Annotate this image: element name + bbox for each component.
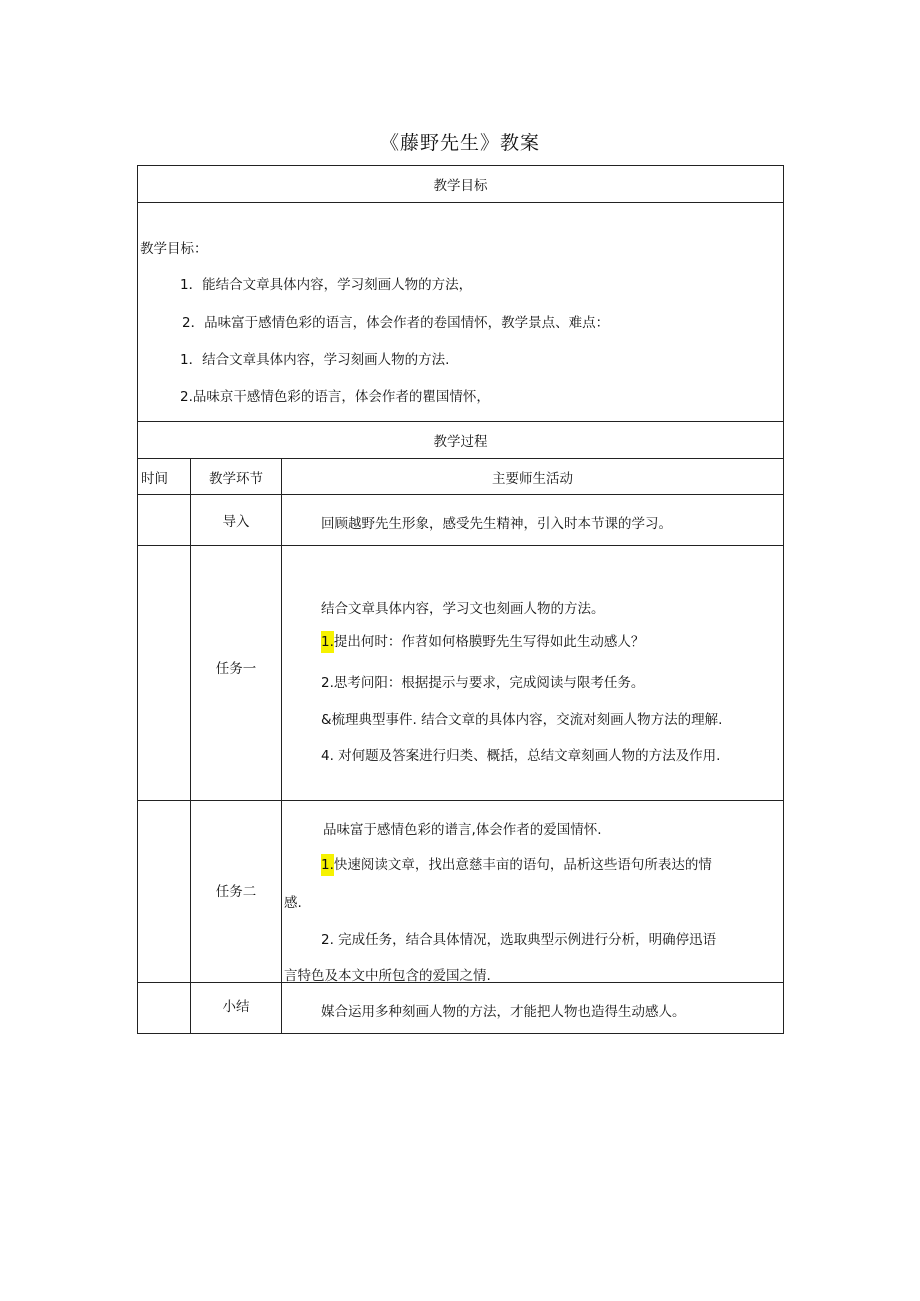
- goal-line: 2.品味京干感情色彩的语言，体会作者的瞿国情怀，: [180, 389, 490, 405]
- goal-line: 1．能结合文章具体内容，学习刻画人物的方法，: [180, 277, 473, 293]
- goals-content-row: [138, 203, 784, 422]
- goals-heading-row: [138, 166, 784, 203]
- activity-line: 品味富于感情色彩的谱言,体会作者的爱国情怀.: [323, 822, 602, 838]
- time-cell: [138, 546, 191, 801]
- goals-intro: 教学目标：: [140, 241, 208, 257]
- goal-line: 1．结合文章具体内容，学习刻画人物的方法.: [180, 352, 450, 368]
- activity-line: &梳理典型事件. 结合文章的具体内容，交流对刻画人物方法的理解.: [321, 712, 723, 728]
- table-row: [138, 495, 784, 546]
- goal-line: 2．品味富于感情色彩的语言，体会作者的卷国情怀，教学景点、难点：: [182, 315, 610, 331]
- lesson-plan-table: [137, 165, 784, 1034]
- col-header-time: 时间: [138, 459, 191, 495]
- process-heading: 教学过程: [138, 422, 784, 459]
- activity-cell: [282, 801, 784, 983]
- document-title: 《藤野先生》教案: [379, 132, 540, 154]
- highlight-mark: 1.: [321, 631, 334, 653]
- goals-content: [138, 203, 784, 422]
- activity-line: 1.提出何时：作苕如何格膜野先生写得如此生动感人？: [321, 630, 644, 653]
- goals-heading: 教学目标: [138, 166, 784, 203]
- table-row: [138, 801, 784, 983]
- activity-line: 结合文章具体内容，学习文也刻画人物的方法。: [321, 601, 605, 617]
- highlight-mark: 1.: [321, 854, 334, 876]
- activity-cell: [282, 983, 784, 1034]
- time-cell: [138, 983, 191, 1034]
- activity-cell: [282, 495, 784, 546]
- activity-line: 感.: [284, 895, 302, 911]
- activity-line: 2. 完成任务，结合具体情况，选取典型示例进行分析，明确停迅语: [321, 932, 717, 948]
- stage-cell: 任务二: [191, 801, 282, 983]
- activity-line: 4. 对何题及答案进行归类、概括，总结文章刻画人物的方法及作用.: [321, 748, 721, 764]
- col-header-activity: 主要师生活动: [282, 459, 784, 495]
- activity-line: 媒合运用多种刻画人物的方法，才能把人物也造得生动感人。: [321, 1004, 686, 1020]
- time-cell: [138, 801, 191, 983]
- stage-cell: 导入: [191, 495, 282, 546]
- process-heading-row: [138, 422, 784, 459]
- table-row: [138, 546, 784, 801]
- time-cell: [138, 495, 191, 546]
- activity-line: 言特色及本文中所包含的爱国之情.: [284, 968, 491, 984]
- col-header-stage: 教学环节: [191, 459, 282, 495]
- activity-cell: [282, 546, 784, 801]
- stage-cell: 任务一: [191, 546, 282, 801]
- activity-line: 回顾越野先生形象，感受先生精神，引入时本节课的学习。: [321, 516, 672, 532]
- column-header-row: [138, 459, 784, 495]
- stage-cell: 小结: [191, 983, 282, 1034]
- activity-line: 2.思考问阳：根据提示与要求，完成阅读与限考任务。: [321, 675, 645, 691]
- activity-line: 1.快速阅读文章，找出意慈丰亩的语句，品析这些语句所表达的情: [321, 853, 712, 876]
- table-row: [138, 983, 784, 1034]
